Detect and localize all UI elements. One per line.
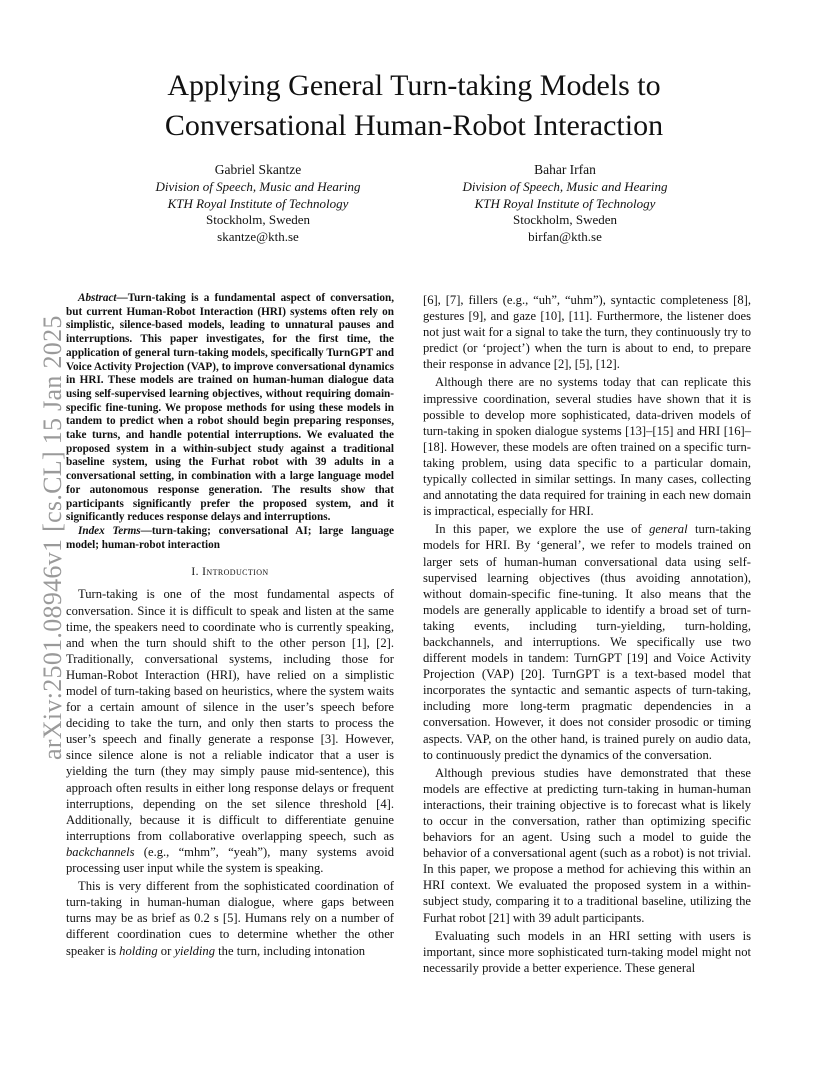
paragraph-text: In this paper, we explore the use of [435,522,650,537]
author-block-1 [108,162,408,246]
body-paragraph: Although there are no systems today that can replicate this impressive coordination, several studies have shown that it is possible to develop more sophisticated, data-driven models of turn-taking in spoken dialogue systems [13]–[15] and HRI [16]–[18]. However, these models are often trained on a specific turn-taking problem, using data specific to a particular domain, typically collected in similar settings. In many cases, collecting and annotating the data required for training in each new domain is impractical, especially for HRI. [423,375,751,519]
author-name: Bahar Irfan [534,162,596,177]
author-location: Stockholm, Sweden [513,212,617,228]
arxiv-identifier: arXiv:2501.08946v1 [cs.CL] 15 Jan 2025 [38,315,67,760]
section-heading-introduction: I. Introduction [191,566,269,579]
author-block-2 [415,162,715,246]
abstract [66,292,394,525]
left-column [66,292,394,961]
index-terms [66,525,394,552]
author-name: Gabriel Skantze [214,162,302,177]
title-line-1: Applying General Turn-taking Models to [167,69,661,102]
emphasis: general [649,522,688,537]
body-paragraph [66,586,394,876]
emphasis: yielding [174,943,216,958]
author-department: Division of Speech, Music and Hearing [462,178,668,194]
emphasis: backchannels [66,844,135,859]
paragraph-text: the turn, including intonation [215,943,366,958]
right-column [423,292,751,978]
paragraph-text: (e.g., “mhm”, “yeah”), many systems avoid processing user input while the system is speaking. [66,844,394,876]
title-line-2: Conversational Human-Robot Interaction [164,109,664,142]
author-institute: KTH Royal Institute of Technology [167,195,349,211]
body-paragraph [423,521,751,762]
body-paragraph: [6], [7], fillers (e.g., “uh”, “uhm”), syntactic completeness [8], gestures [9], and gaze [10], [11]. Furthermore, the listener does not just wait for a signal to take the turn, they continuously try to predict (or ‘project’) when the turn is about to end, to prepare their response in advance [2], [5], [12]. [423,293,751,372]
body-paragraph: Evaluating such models in an HRI setting with users is important, since more sophisticated turn-taking model might not necessarily provide a better experience. These general [423,928,751,975]
paragraph-text: This is very different from the sophisticated coordination of turn-taking in human-human dialogue, where gaps between turns may be as brief as 0.2 s [5]. Humans rely on a number of different coordination cues to determine whether the other speaker is [66,879,394,958]
author-department: Division of Speech, Music and Hearing [155,178,361,194]
arxiv-sidebar [20,290,67,760]
paragraph-text: Turn-taking is one of the most fundamental aspects of conversation. Since it is difficult to speak and listen at the same time, the speakers need to coordinate who is currently speaking, and when the turn should shift to the other person [1], [2]. Traditionally, conversational systems, including those for Human-Robot Interaction (HRI), have relied on a simplistic model of turn-taking based on heuristics, where the system waits for a certain amount of silence in the user’s speech before deciding to take the turn, and only then starts to process the user’s speech and finally generate a response [3]. However, since silence alone is not a reliable indicator that a user is yielding the turn (they may simply pause mid-sentence), this approach often results in either long response delays or frequent interruptions, depending on the set silence threshold [4]. Additionally, because it is difficult to differentiate genuine interruptions from collaborative overlapping speech, such as [66,587,394,843]
author-email: skantze@kth.se [217,229,299,245]
author-email: birfan@kth.se [528,229,602,245]
body-paragraph [66,878,394,958]
author-location: Stockholm, Sweden [206,212,310,228]
abstract-text: —Turn-taking is a fundamental aspect of conversation, but current Human-Robot Interaction (HRI) systems often rely on simplistic, silence-based models, leading to unnatural pauses and interruptions. This paper investigates, for the first time, the application of general turn-taking models, specifically TurnGPT and Voice Activity Projection (VAP), to improve conversational dynamics in HRI. These models are trained on human-human dialogue data using self-supervised learning objectives, without requiring domain-specific fine-tuning. We propose methods for using these models in tandem to predict when a robot should begin preparing responses, take turns, and handle potential interruptions. We evaluated the proposed system in a within-subject study against a traditional baseline system, using the Furhat robot with 39 adults in a conversational setting, in combination with a large language model for autonomous response generation. The results show that participants significantly prefer the proposed system, and it significantly reduces response delays and interruptions. [66,292,394,524]
emphasis: holding [119,943,158,958]
index-terms-label: Index Terms [78,524,141,537]
author-institute: KTH Royal Institute of Technology [474,195,656,211]
body-paragraph: Although previous studies have demonstrated that these models are effective at predicting turn-taking in human-human interactions, their training objective is to forecast what is likely to occur in the conversation, rather than optimizing specific behaviors for an agent. Using such a model to guide the behavior of a conversational agent (such as a robot) is not trivial. In this paper, we propose a method for achieving this within an HRI context. We evaluated the proposed system in a within-subject study, comparing it to a traditional baseline, utilizing the Furhat robot [21] with 39 adult participants. [423,765,751,925]
index-terms-text: —turn-taking; conversational AI; large language model; human-robot interaction [66,524,394,551]
paragraph-text: or [157,943,175,958]
paper-title [80,66,748,146]
paragraph-text: turn-taking models for HRI. By ‘general’, we refer to models trained on larger sets of human-human conversational data using self-supervised learning objectives (thus avoiding annotation), without domain-specific fine-tuning. It also means that the models are generally applicable to identify a broad set of turn-taking events, including turn-yielding, turn-holding, backchannels, and interruptions. We specifically use two different models in tandem: TurnGPT [19] and Voice Activity Projection (VAP) [20]. TurnGPT is a text-based model that incorporates the syntactic and semantic aspects of turn-taking, including more long-term pragmatic dependencies in a conversation. However, it does not consider prosodic or timing aspects. VAP, on the other hand, is trained purely on audio data, to continuously predict the dynamics of the conversation. [423,522,751,762]
abstract-label: Abstract [78,292,117,304]
